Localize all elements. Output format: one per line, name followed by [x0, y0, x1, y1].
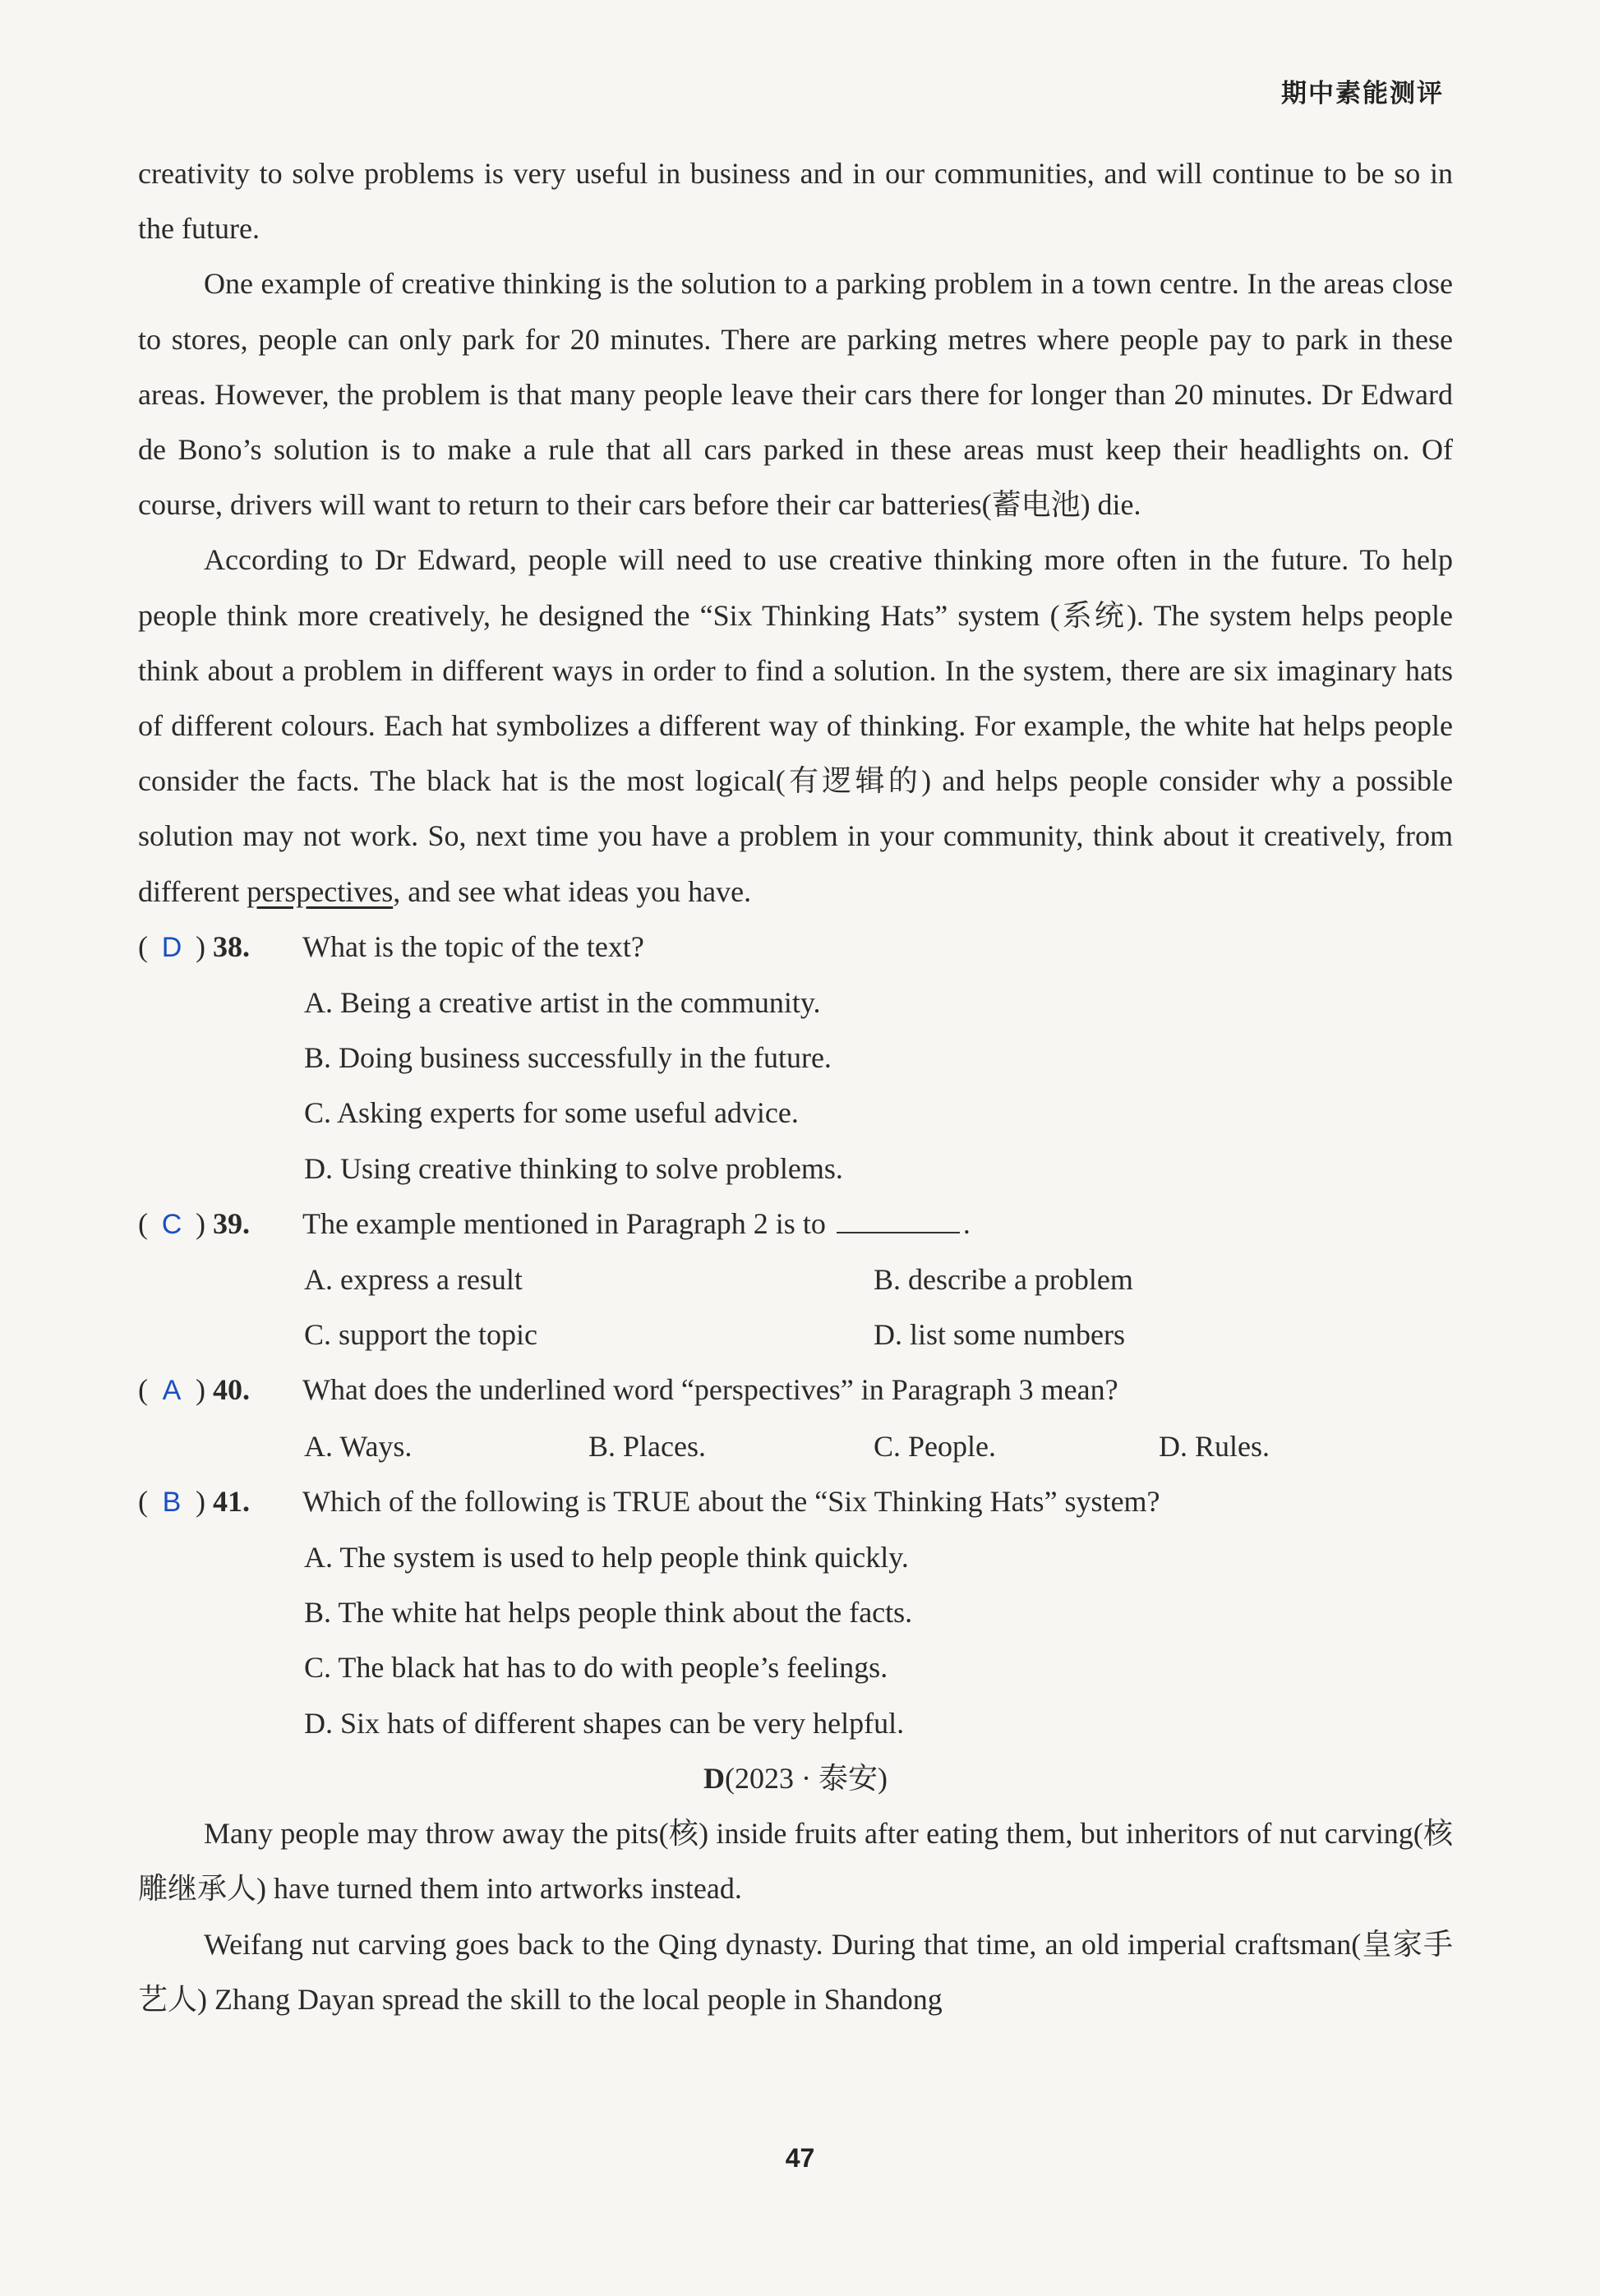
- option-39-a: A. express a result: [304, 1263, 523, 1297]
- answer-bracket: ( D ) 38.: [138, 920, 302, 975]
- section-d-letter: D: [703, 1761, 726, 1795]
- option-41-d: D. Six hats of different shapes can be very helpful.: [304, 1706, 905, 1740]
- option-40-c: C. People.: [874, 1429, 996, 1463]
- option-40-b: B. Places.: [588, 1429, 706, 1463]
- question-number: 40.: [213, 1373, 250, 1407]
- answer-38: D: [161, 931, 182, 963]
- fill-blank: [837, 1207, 960, 1233]
- paragraph-c-3-text: According to Dr Edward, people will need to use creative thinking more often in the future. To help people think more creatively, he designed the “Six Thinking Hats” system (系统). The system helps people think about a problem in different ways in order to find a solution. In the system, there are six imaginary hats of different colours. Each hat symbolizes a different way of thinking. For example, the white hat helps people consider the facts. The black hat is the most logical(有逻辑的) and helps people consider why a possible solution may not work. So, next time you have a problem in your community, think about it creatively, from different: [138, 543, 1453, 908]
- question-number: 38.: [213, 929, 250, 963]
- answer-40: A: [162, 1375, 182, 1407]
- page-content: [138, 146, 1453, 2027]
- option-38-b: B. Doing business successfully in the future.: [304, 1041, 832, 1075]
- question-38: [138, 920, 1453, 975]
- option-41-b: B. The white hat helps people think about the facts.: [304, 1596, 913, 1630]
- paragraph-c-continuation: creativity to solve problems is very useful in business and in our communities, and will continue to be so in the future.: [138, 157, 1453, 246]
- paragraph-c-3: [138, 533, 1453, 919]
- question-text: Which of the following is TRUE about the “Six Thinking Hats” system?: [302, 1484, 1160, 1518]
- question-40: [138, 1362, 1453, 1418]
- option-39-b: B. describe a problem: [874, 1263, 1133, 1297]
- option-40-d: D. Rules.: [1159, 1429, 1270, 1463]
- answer-39: C: [161, 1208, 182, 1240]
- options-40: [304, 1419, 1453, 1474]
- question-number: 39.: [213, 1206, 250, 1240]
- option-40-a: A. Ways.: [304, 1429, 413, 1463]
- paragraph-d-1: Many people may throw away the pits(核) inside fruits after eating them, but inheritors of nut carving(核雕继承人) have turned them into artworks instead.: [138, 1817, 1453, 1906]
- option-38-a: A. Being a creative artist in the community.: [304, 986, 821, 1020]
- answer-bracket: ( B ) 41.: [138, 1474, 302, 1530]
- answer-bracket: ( A ) 40.: [138, 1362, 302, 1418]
- question-39: [138, 1196, 1453, 1252]
- answer-41: B: [162, 1486, 182, 1518]
- options-39: [304, 1252, 1453, 1362]
- question-39-text: The example mentioned in Paragraph 2 is to: [302, 1206, 826, 1240]
- section-d-source: (2023 · 泰安): [725, 1761, 888, 1795]
- option-38-c: C. Asking experts for some useful advice.: [304, 1096, 799, 1130]
- question-text: What is the topic of the text?: [302, 929, 644, 963]
- question-text: What does the underlined word “perspectives” in Paragraph 3 mean?: [302, 1373, 1118, 1407]
- option-38-d: D. Using creative thinking to solve problems.: [304, 1151, 843, 1185]
- underlined-word: perspectives: [247, 874, 394, 908]
- answer-bracket: ( C ) 39.: [138, 1196, 302, 1252]
- option-41-c: C. The black hat has to do with people’s feelings.: [304, 1651, 888, 1685]
- page-number: 47: [785, 2143, 815, 2173]
- section-d-heading: [138, 1751, 1453, 1806]
- question-number: 41.: [213, 1484, 250, 1518]
- option-39-c: C. support the topic: [304, 1318, 537, 1352]
- page-header-title: 期中素能测评: [1281, 79, 1444, 108]
- paragraph-d-2: Weifang nut carving goes back to the Qing dynasty. During that time, an old imperial craftsman(皇家手艺人) Zhang Dayan spread the skill to the local people in Shandong: [138, 1927, 1453, 2016]
- question-41: [138, 1474, 1453, 1530]
- paragraph-c-2: One example of creative thinking is the solution to a parking problem in a town centre. In the areas close to stores, people can only park for 20 minutes. There are parking metres where people pay to park in these areas. However, the problem is that many people leave their cars there for longer than 20 minutes. Dr Edward de Bono’s solution is to make a rule that all cars parked in these areas must keep their headlights on. Of course, drivers will want to return to their cars before their car batteries(蓄电池) die.: [138, 267, 1453, 522]
- question-text: The example mentioned in Paragraph 2 is to .: [302, 1206, 971, 1240]
- option-39-d: D. list some numbers: [874, 1318, 1125, 1352]
- paragraph-c-3-end: , and see what ideas you have.: [393, 874, 752, 908]
- option-41-a: A. The system is used to help people think quickly.: [304, 1541, 909, 1574]
